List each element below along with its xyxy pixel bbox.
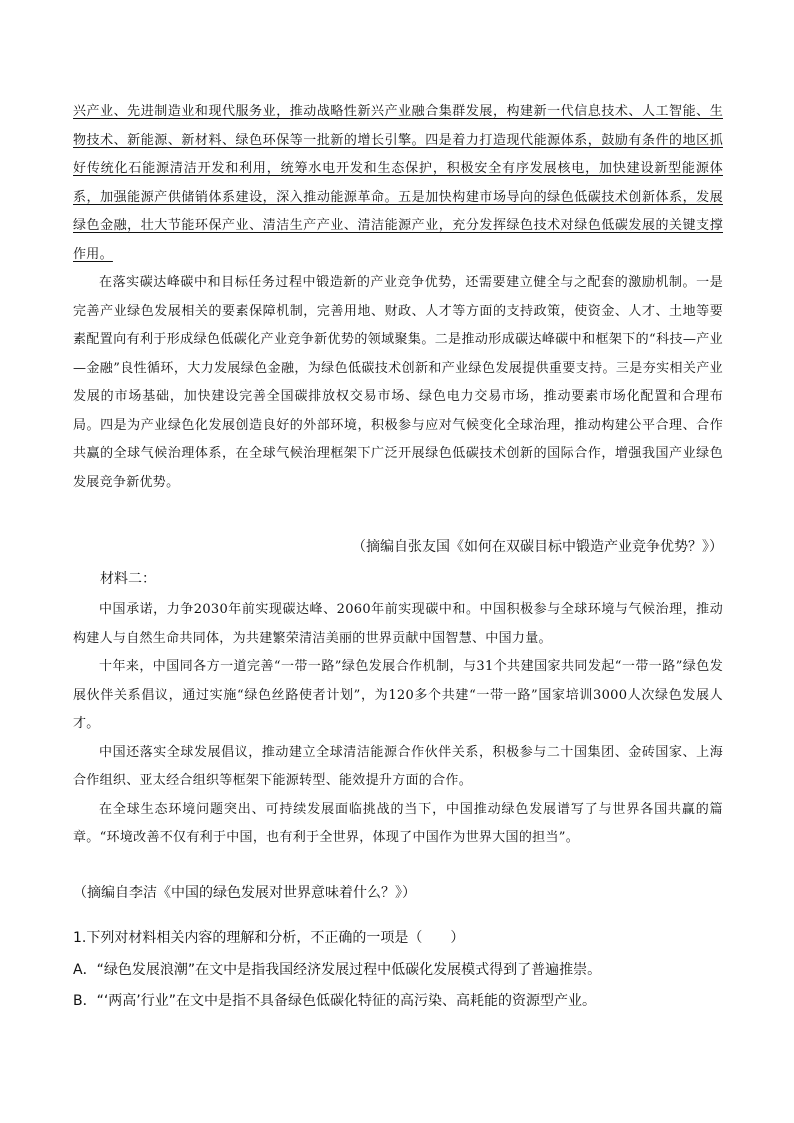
material-two-paragraph-4: 在全球生态环境问题突出、可持续发展面临挑战的当下，中国推动绿色发展谱写了与世界各国共赢的篇章。“环境改善不仅有利于中国，也有利于全世界，体现了中国作为世界大国的担当”。 (73, 801, 723, 845)
material-two-source: （摘编自李洁《中国的绿色发展对世界意味着什么？》） (73, 885, 416, 901)
material-one-paragraph-1: 兴产业、先进制造业和现代服务业，推动战略性新兴产业融合集群发展，构建新一代信息技术、人工智能、生物技术、新能源、新材料、绿色环保等一批新的增长引擎。四是着力打造现代能源体系，鼓励有条件的地区抓好传统化石能源清洁开发和利用，统筹水电开发和生态保护，积极安全有序发展核电，加快建设新型能源体系，加强能源产供储销体系建设，深入推动能源革命。五是加快构建市场导向的绿色低碳技术创新体系，发展绿色金融，壮大节能环保产业、清洁生产产业、清洁能源产业，充分发挥绿色技术对绿色低碳发展的关键支撑作用。 (73, 104, 723, 262)
material-two-paragraph-1: 中国承诺，力争2030年前实现碳达峰、2060年前实现碳中和。中国积极参与全球环境与气候治理，推动构建人与自然生命共同体，为共建繁荣清洁美丽的世界贡献中国智慧、中国力量。 (73, 602, 723, 646)
material-one-source: （摘编自张友国《如何在双碳目标中锻造产业竞争优势？》） (352, 539, 723, 555)
question-1-stem: 1.下列对材料相关内容的理解和分析，不正确的一项是（ ） (73, 930, 465, 946)
material-one-paragraph-2: 在落实碳达峰碳中和目标任务过程中锻造新的产业竞争优势，还需要建立健全与之配套的激励机制。一是完善产业绿色发展相关的要素保障机制，完善用地、财政、人才等方面的支持政策，使资金、人才、土地等要素配置向有利于形成绿色低碳化产业竞争新优势的领域聚集。二是推动形成碳达峰碳中和框架下的“科技—产业—金融”良性循环，大力发展绿色金融，为绿色低碳技术创新和产业绿色发展提供重要支持。三是夯实相关产业发展的市场基础，加快建设完善全国碳排放权交易市场、绿色电力交易市场，推动要素市场化配置和合理布局。四是为产业绿色化发展创造良好的外部环境，积极参与应对气候变化全球治理，推动构建公平合理、合作共赢的全球气候治理体系，在全球气候治理框架下广泛开展绿色低碳技术创新的国际合作，增强我国产业绿色发展竞争新优势。 (73, 275, 723, 490)
material-two-body (73, 596, 723, 853)
material-two-paragraph-3: 中国还落实全球发展倡议，推动建立全球清洁能源合作伙伴关系，积极参与二十国集团、金砖国家、上海合作组织、亚太经合组织等框架下能源转型、能效提升方面的合作。 (73, 744, 723, 788)
question-1-option-a: A．“绿色发展浪潮”在文中是指我国经济发展过程中低碳化发展模式得到了普遍推崇。 (73, 961, 602, 978)
question-block (73, 923, 733, 1018)
material-one-body (73, 98, 723, 497)
material-two-paragraph-2: 十年来，中国同各方一道完善“一带一路”绿色发展合作机制，与31个共建国家共同发起“一带一路”绿色发展伙伴关系倡议，通过实施“绿色丝路使者计划”，为120多个共建“一带一路”国家培训3000人次绿色发展人才。 (73, 659, 723, 731)
question-1-option-b: B．“‘两高’行业”在文中是指不具备绿色低碳化特征的高污染、高耗能的资源型产业。 (73, 993, 597, 1009)
material-two-heading: 材料二： (100, 571, 156, 587)
